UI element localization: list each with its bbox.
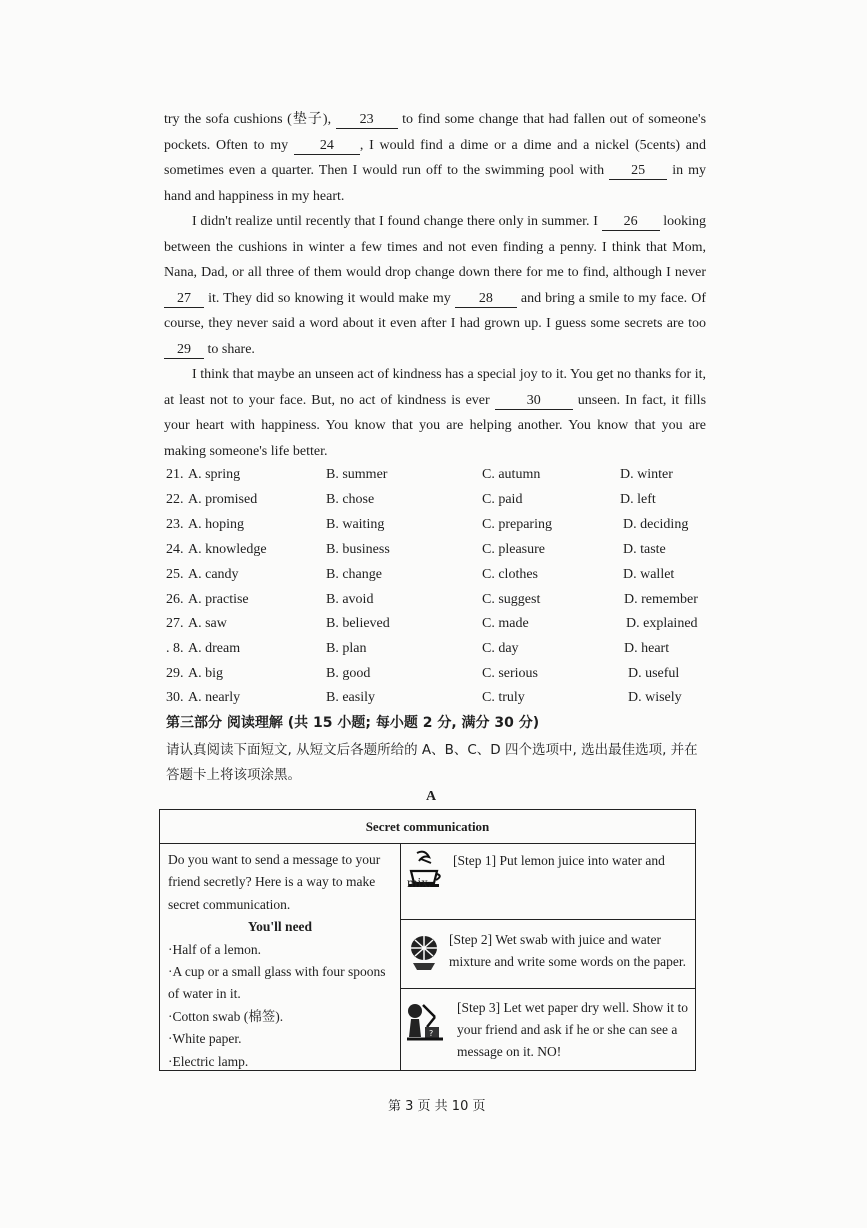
section-title: 第三部分 阅读理解 (共 15 小题; 每小题 2 分, 满分 30 分) <box>166 715 540 731</box>
passage-text: and bring a smile to my face. Of course, they never said a word about it even after I had grown up. I guess some secrets are too <box>164 290 707 332</box>
option-b: B. easily <box>326 690 375 705</box>
option-b: B. avoid <box>326 592 374 607</box>
option-a: A. big <box>188 666 223 681</box>
option-d: D. deciding <box>623 517 689 532</box>
question-number: 21. <box>166 467 184 482</box>
option-a: A. promised <box>188 492 258 507</box>
need-item: ·Half of a lemon. <box>168 941 261 957</box>
blank-29: 29 <box>164 342 204 359</box>
option-a: A. hoping <box>188 517 244 532</box>
step-1-text: [Step 1] Put lemon juice into water and mix. <box>407 853 665 890</box>
need-item: ·Cotton swab (棉签). <box>168 1008 284 1024</box>
step-3-text: [Step 3] Let wet paper dry well. Show it to your friend and ask if he or she can see a message on it. NO! <box>457 1000 688 1059</box>
svg-text:?: ? <box>429 1029 434 1038</box>
option-b: B. chose <box>326 492 375 507</box>
question-number: 23. <box>166 517 184 532</box>
option-c: C. day <box>482 641 519 656</box>
option-d: D. wisely <box>628 690 682 705</box>
option-c: C. made <box>482 616 529 631</box>
option-b: B. believed <box>326 616 390 631</box>
option-c: C. truly <box>482 690 525 705</box>
option-d: D. explained <box>626 616 698 631</box>
page-footer: 第 3 页 共 10 页 <box>388 1099 486 1114</box>
passage-text: , I would find a dime or a dime and a nickel (5cents) and sometimes even a quarter. Then I would run off to the swimming pool with <box>164 137 707 179</box>
option-row <box>166 488 726 512</box>
option-d: D. heart <box>624 641 670 656</box>
option-c: C. autumn <box>482 467 541 482</box>
option-c: C. preparing <box>482 517 552 532</box>
option-c: C. serious <box>482 666 538 681</box>
lamp-icon <box>405 999 447 1054</box>
intro-text: Do you want to send a message to your friend secretly? Here is a way to make secret communication. <box>168 852 381 912</box>
option-d: D. winter <box>620 467 673 482</box>
blank-30: 30 <box>495 393 573 410</box>
option-row <box>166 538 726 562</box>
option-a: A. candy <box>188 567 239 582</box>
option-b: B. summer <box>326 467 388 482</box>
option-b: B. plan <box>326 641 367 656</box>
option-b: B. business <box>326 542 390 557</box>
option-a: A. nearly <box>188 690 241 705</box>
option-row <box>166 612 726 636</box>
step-3-cell <box>401 989 695 1070</box>
blank-24: 24 <box>294 138 360 155</box>
passage-paragraph-1 <box>164 107 706 209</box>
passage-text: try the sofa cushions (垫子), <box>164 112 332 127</box>
blank-25: 25 <box>609 163 667 180</box>
option-d: D. left <box>620 492 656 507</box>
blank-23: 23 <box>336 112 398 129</box>
option-row <box>166 513 726 537</box>
need-item: ·Electric lamp. <box>168 1053 249 1069</box>
option-a: A. knowledge <box>188 542 267 557</box>
option-a: A. practise <box>188 592 249 607</box>
passage-paragraph-3 <box>164 362 706 464</box>
option-c: C. pleasure <box>482 542 545 557</box>
option-row <box>166 463 726 487</box>
passage-text: to share. <box>207 341 255 357</box>
question-number: 26. <box>166 592 184 607</box>
option-a: A. saw <box>188 616 227 631</box>
question-number: 29. <box>166 666 184 681</box>
option-a: A. dream <box>188 641 241 656</box>
passage-text: I think that maybe an unseen act of kindness has a special joy to it. You get no thanks for it, at least not to your face. But, no act of kindness is ever <box>164 367 706 408</box>
passage-paragraph-2 <box>164 209 706 363</box>
option-row <box>166 637 726 661</box>
blank-28: 28 <box>455 291 517 308</box>
question-number: 22. <box>166 492 184 507</box>
blank-26: 26 <box>602 214 660 231</box>
option-b: B. good <box>326 666 371 681</box>
requirements-cell <box>160 843 401 1070</box>
section-instruction: 请认真阅读下面短文, 从短文后各题所给的 A、B、C、D 四个选项中, 选出最佳选项, 并在答题卡上将该项涂黑。 <box>166 742 698 783</box>
passage-text: unseen. In fact, it fills your heart with happiness. You know that you are helping another. You know that you are making someone's life better. <box>164 392 707 459</box>
option-b: B. change <box>326 567 382 582</box>
passage-text: in my hand and happiness in my heart. <box>164 163 707 204</box>
need-heading: You'll need <box>247 919 313 935</box>
question-number: 24. <box>166 542 184 557</box>
option-d: D. useful <box>628 666 680 681</box>
step-1-cell <box>401 843 695 920</box>
option-c: C. paid <box>482 492 523 507</box>
step-2-text: [Step 2] Wet swab with juice and water mixture and write some words on the paper. <box>449 932 686 969</box>
passage-text: I didn't realize until recently that I found change there only in summer. I <box>192 214 598 229</box>
need-item: ·A cup or a small glass with four spoons of water in it. <box>168 964 386 1002</box>
need-item: ·White paper. <box>168 1031 242 1047</box>
question-number: . 8. <box>166 641 184 656</box>
question-number: 27. <box>166 616 184 631</box>
lemon-icon <box>407 930 441 979</box>
option-row <box>166 563 726 587</box>
option-row <box>166 662 726 686</box>
part-label: A <box>426 789 437 804</box>
option-d: D. remember <box>624 592 698 607</box>
option-c: C. clothes <box>482 567 538 582</box>
option-b: B. waiting <box>326 517 385 532</box>
option-row <box>166 588 726 612</box>
question-number: 25. <box>166 567 184 582</box>
option-c: C. suggest <box>482 592 541 607</box>
passage-text: looking between the cushions in winter a few times and not even finding a penny. I think that Mom, Nana, Dad, or all three of them would drop change down there for me to find, although I never <box>164 214 707 281</box>
step-2-cell <box>401 920 695 989</box>
passage-text: to find some change that had fallen out of someone's pockets. Often to my <box>164 112 707 153</box>
option-d: D. taste <box>623 542 666 557</box>
option-row <box>166 686 726 710</box>
secret-communication-table <box>159 809 696 1071</box>
blank-27: 27 <box>164 291 204 308</box>
option-a: A. spring <box>188 467 241 482</box>
passage-text: it. They did so knowing it would make my <box>208 290 451 306</box>
question-number: 30. <box>166 690 184 705</box>
table-title: Secret communication <box>160 810 695 844</box>
option-d: D. wallet <box>623 567 675 582</box>
